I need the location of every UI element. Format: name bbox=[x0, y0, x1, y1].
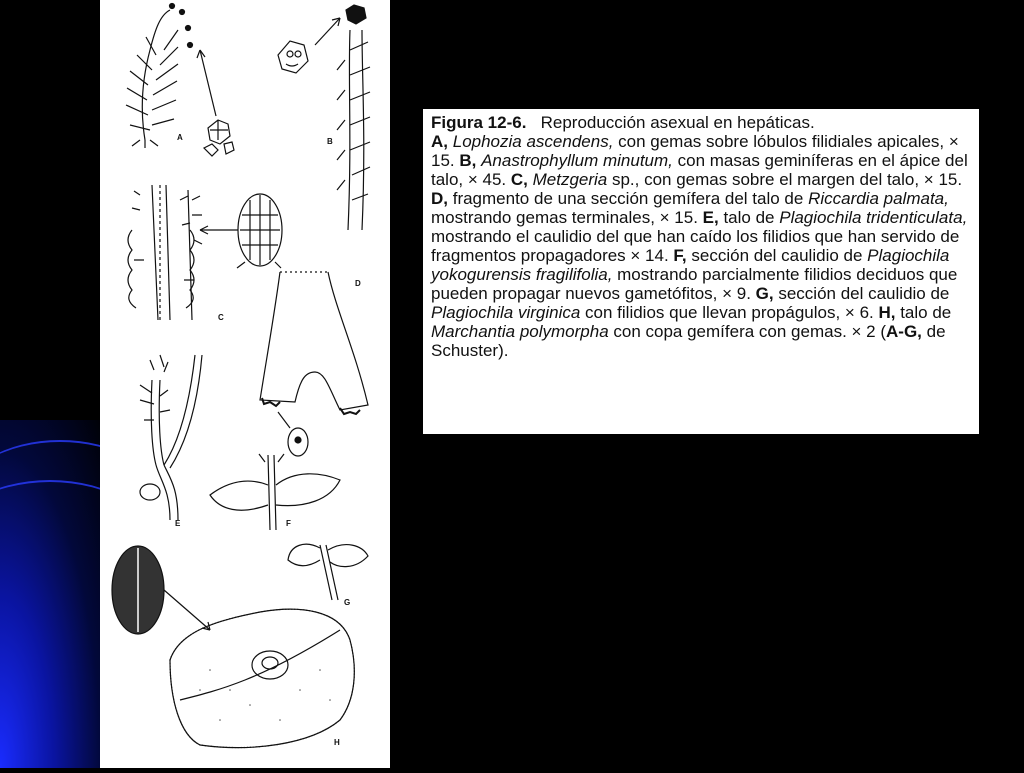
caption-segment: H, bbox=[878, 303, 896, 322]
figure-label-c: C bbox=[218, 313, 224, 322]
botanical-illustrations bbox=[100, 0, 390, 768]
caption-segment: Lophozia ascendens, bbox=[452, 132, 614, 151]
blue-swoosh-decoration bbox=[0, 420, 110, 768]
caption-segment: talo de bbox=[895, 303, 952, 322]
caption-header bbox=[431, 113, 971, 132]
drawing-d-riccardia bbox=[260, 272, 368, 456]
caption-segment: G, bbox=[755, 284, 774, 303]
caption-segment: Marchantia polymorpha bbox=[431, 322, 609, 341]
caption-segment: B, bbox=[459, 151, 477, 170]
caption-segment: Metzgeria bbox=[532, 170, 608, 189]
caption-segment: E, bbox=[702, 208, 719, 227]
caption-segment: A, bbox=[431, 132, 448, 151]
figure-label-e: E bbox=[175, 519, 181, 528]
caption-segment: Plagiochila virginica bbox=[431, 303, 581, 322]
caption-segment: sp., con gemas sobre el margen del talo, × 15. bbox=[607, 170, 963, 189]
caption-segment: Riccardia palmata, bbox=[808, 189, 949, 208]
caption-segment: F, bbox=[673, 246, 687, 265]
caption-segment: fragmento de una sección gemífera del talo de bbox=[448, 189, 809, 208]
figure-label-b: B bbox=[327, 137, 333, 146]
caption-segment: talo de bbox=[718, 208, 780, 227]
drawing-g-plagiochila-virginica bbox=[288, 544, 368, 600]
caption-segment: sección del caulidio de bbox=[686, 246, 868, 265]
caption-segment: con copa gemífera con gemas. × 2 ( bbox=[608, 322, 887, 341]
caption-segment: mostrando el caulidio del que han caído los filidios que han servido de fragmentos propagadores × 14. bbox=[431, 227, 960, 265]
drawing-e-plagiochila-tridenticulata bbox=[140, 355, 202, 520]
caption-body bbox=[431, 132, 971, 360]
caption-segment: con gemas sobre lóbulos filidiales apicales, × 15. bbox=[431, 132, 959, 170]
drawing-f-plagiochila-yokogurensis bbox=[210, 454, 340, 530]
caption-segment: con masas geminíferas en el ápice del talo, × 45. bbox=[431, 151, 968, 189]
figure-label-f: F bbox=[286, 519, 291, 528]
caption-segment: D, bbox=[431, 189, 448, 208]
figure-label-a: A bbox=[177, 133, 183, 142]
figure-label-d: D bbox=[355, 279, 361, 288]
figure-caption-box bbox=[423, 109, 979, 434]
caption-segment: Plagiochila tridenticulata, bbox=[779, 208, 968, 227]
caption-heading: Reproducción asexual en hepáticas. bbox=[540, 113, 815, 132]
drawing-b-anastrophyllum bbox=[278, 5, 370, 230]
caption-segment: A-G, bbox=[886, 322, 922, 341]
caption-segment: Plagiochila yokogurensis fragilifolia, bbox=[431, 246, 950, 284]
figure-label-g: G bbox=[344, 598, 351, 607]
caption-segment: C, bbox=[510, 170, 528, 189]
caption-segment: sección del caulidio de bbox=[773, 284, 950, 303]
figure-label-h: H bbox=[334, 738, 340, 747]
drawing-c-metzgeria bbox=[128, 185, 282, 320]
caption-segment: Anastrophyllum minutum, bbox=[481, 151, 673, 170]
caption-segment: mostrando gemas terminales, × 15. bbox=[431, 208, 703, 227]
caption-segment: mostrando parcialmente filidios deciduos que pueden propagar nuevos gametófitos, × 9. bbox=[431, 265, 958, 303]
caption-segment: con filidios que llevan propágulos, × 6. bbox=[580, 303, 879, 322]
caption-segment: de Schuster). bbox=[431, 322, 946, 360]
botanical-figure-panel bbox=[100, 0, 390, 768]
drawing-h-marchantia bbox=[112, 546, 354, 748]
caption-figure-number: Figura 12-6. bbox=[431, 113, 527, 132]
